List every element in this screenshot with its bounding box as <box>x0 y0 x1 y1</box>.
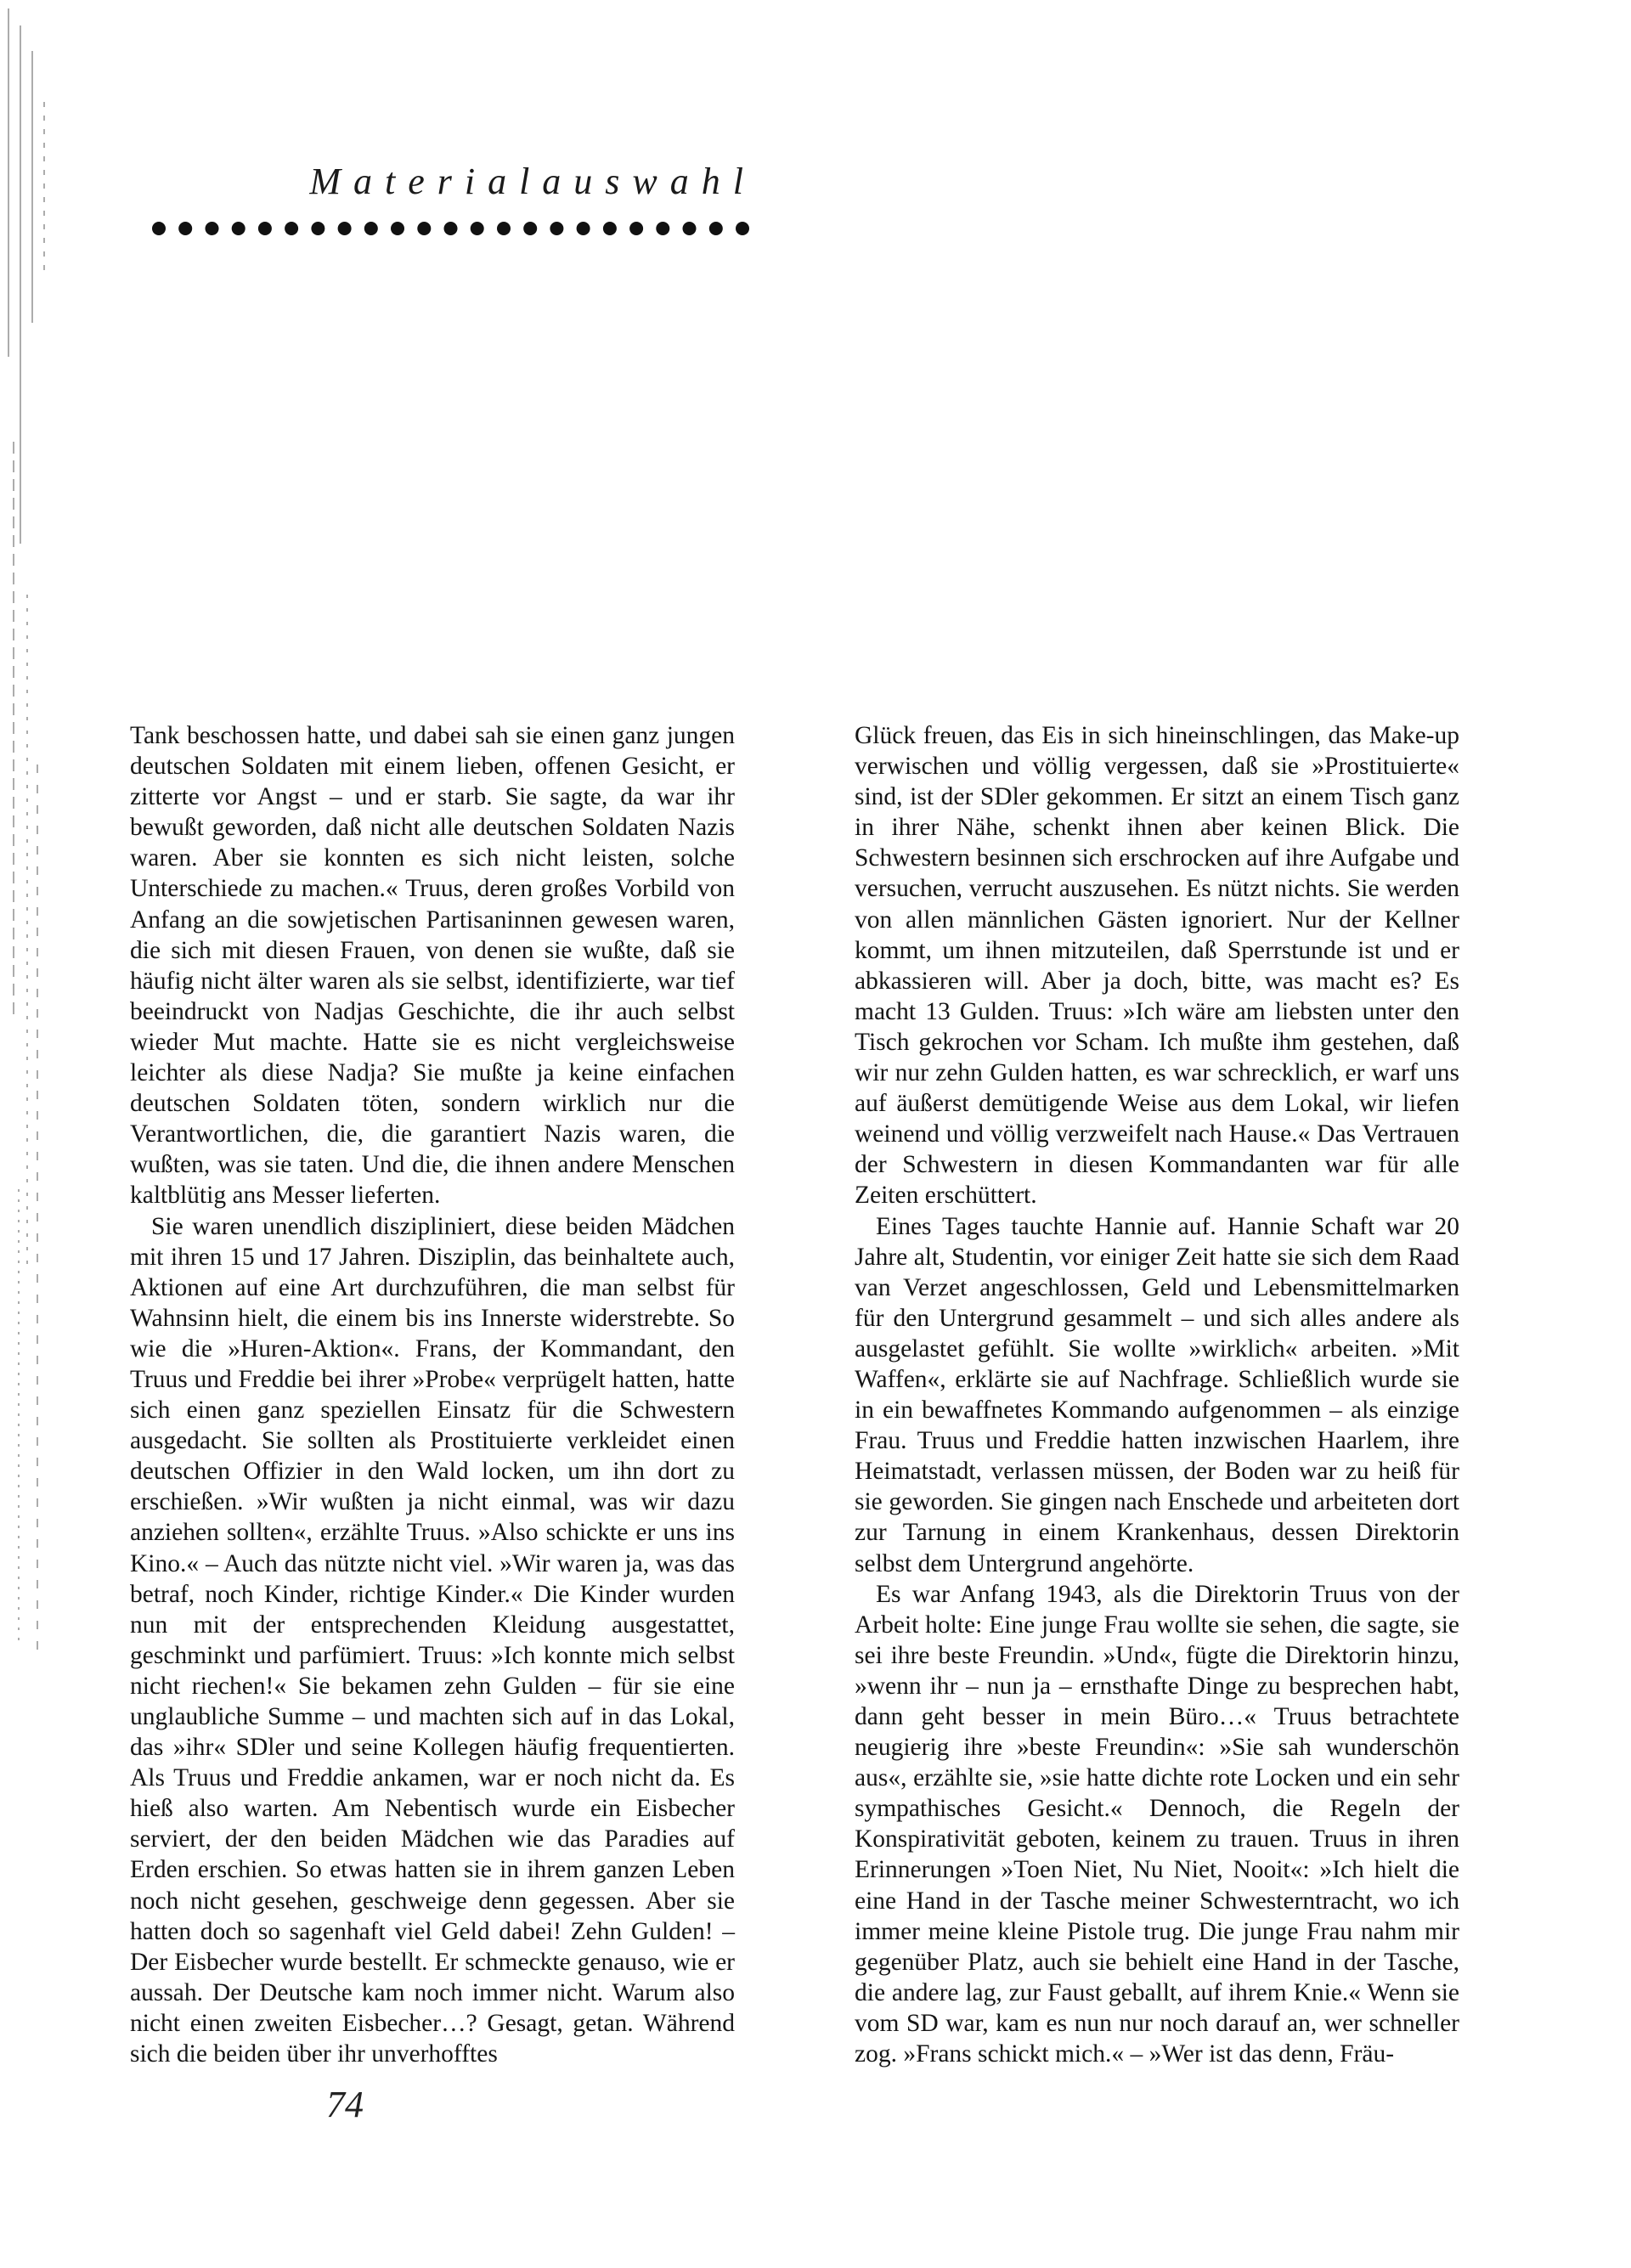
ornament-dot <box>736 222 749 235</box>
ornament-dot <box>523 222 537 235</box>
page-number: 74 <box>326 2084 364 2125</box>
ornament-dot <box>709 222 723 235</box>
paragraph: Es war Anfang 1943, als die Direktorin Truus von der Arbeit holte: Eine junge Frau wollte sie sehen, die sagte, sie sei ihre beste Freundin. »Und«, fügte die Direktorin hinzu, »wenn ihr – nun ja – ernsthafte Dinge zu besprechen habt, dann geht besser in mein Büro…« Truus betrachtete neugierig ihre »beste Freundin«: »Sie sah wunderschön aus«, erzählte sie, »sie hatte dichte rote Locken und ein sehr sympathisches Gesicht.« Dennoch, die Regeln der Konspirativität geboten, keinem zu trauen. Truus in ihren Erinnerungen »Toen Niet, Nu Niet, Nooit«: »Ich hielt die eine Hand in der Tasche meiner Schwesterntracht, wo ich immer meine kleine Pistole trug. Die junge Frau nahm mir gegenüber Platz, auch sie behielt eine Hand in der Tasche, die andere lag, zur Faust geballt, auf ihrem Knie.« Wenn sie vom SD war, kam es nun nur noch darauf an, wer schneller zog. »Frans schickt mich.« – »Wer ist das denn, Fräu- <box>855 1580 1459 2068</box>
ornament-dot <box>683 222 697 235</box>
paragraph: Sie waren unendlich diszipliniert, diese beiden Mädchen mit ihren 15 und 17 Jahren. Disziplin, das beinhaltete auch, Aktionen auf eine Art durchzuführen, die man selbst für Wahnsinn hielt, die einem bis ins Innerste widerstrebte. So wie die »Huren-Aktion«. Frans, der Kommandant, den Truus und Freddie bei ihrer »Probe« verprügelt hatten, hatte sich einen ganz speziellen Einsatz für die Schwestern ausgedacht. Sie sollten als Prostituierte verkleidet einen deutschen Offizier in den Wald locken, um ihn dort zu erschießen. »Wir wußten ja nicht einmal, was wir dazu anziehen sollten«, erzählte Truus. »Also schickte er uns ins Kino.« – Auch das nützte nicht viel. »Wir waren ja, was das betraf, noch Kinder, richtige Kinder.« Die Kinder wurden nun mit der entsprechenden Kleidung ausgestattet, geschminkt und parfümiert. Truus: »Ich konnte mich selbst nicht riechen!« Sie bekamen zehn Gulden – für sie eine unglaubliche Summe – und machten sich auf in das Lokal, das »ihr« SDler und seine Kollegen häufig frequentierten. Als Truus und Freddie ankamen, war er noch nicht da. Es hieß also warten. Am Nebentisch wurde ein Eisbecher serviert, der den beiden Mädchen wie das Paradies auf Erden erschien. So etwas hatten sie in ihrem ganzen Leben noch nicht gesehen, geschweige denn gegessen. Aber sie hatten doch so sagenhaft viel Geld dabei! Zehn Gulden! – Der Eisbecher wurde bestellt. Er schmeckte genauso, wie er aussah. Der Deutsche kam noch immer nicht. Warum also nicht einen zweiten Eisbecher…? Gesagt, getan. Während sich die beiden über ihr unverhofftes <box>130 1212 735 2068</box>
ornament-dot <box>232 222 245 235</box>
ornament-dot <box>178 222 192 235</box>
ornament-dot <box>417 222 431 235</box>
ornament-dot <box>577 222 590 235</box>
scan-margin-marks <box>3 0 63 1665</box>
ornament-dot <box>364 222 378 235</box>
paragraph: Eines Tages tauchte Hannie auf. Hannie Schaft war 20 Jahre alt, Studentin, vor einiger Zeit hatte sie sich dem Raad van Verzet angeschlossen, Geld und Lebensmittelmarken für den Untergrund gesammelt – und sich alles andere als ausgelastet gefühlt. Sie wollte »wirklich« arbeiten. »Mit Waffen«, erklärte sie auf Nachfrage. Schließlich wurde sie in ein bewaffnetes Kommando aufgenommen – als einzige Frau. Truus und Freddie hatten inzwischen Haarlem, ihre Heimatstadt, verlassen müssen, der Boden war zu heiß für sie geworden. Sie gingen nach Enschede und arbeiteten dort zur Tarnung in einem Krankenhaus, dessen Direktorin selbst dem Untergrund angehörte. <box>855 1212 1459 1577</box>
ornament-dot <box>444 222 458 235</box>
ornament-dot <box>471 222 484 235</box>
ornament-dot <box>550 222 563 235</box>
text-column-left <box>130 720 735 2069</box>
ornament-dot <box>629 222 643 235</box>
paragraph: Tank beschossen hatte, und dabei sah sie einen ganz jungen deutschen Soldaten mit einem lieben, offenen Gesicht, er zitterte vor Angst – und er starb. Sie sagte, da war ihr bewußt geworden, daß nicht alle deutschen Soldaten Nazis waren. Aber sie konnten es sich nicht leisten, solche Unterschiede zu machen.« Truus, deren großes Vorbild von Anfang an die sowjetischen Partisaninnen gewesen waren, die sich mit diesen Frauen, von denen sie wußte, daß sie häufig nicht älter waren als sie selbst, identifizierte, war tief beeindruckt von Nadjas Geschichte, die ihr auch selbst wieder Mut machte. Hatte sie es nicht vergleichsweise leichter als diese Nadja? Sie mußte ja keine einfachen deutschen Soldaten töten, sondern wirklich nur die Verantwortlichen, die, die garantiert Nazis waren, die wußten, was sie taten. Und die, die ihnen andere Menschen kaltblütig ans Messer lieferten. <box>130 722 735 1210</box>
ornament-dot <box>206 222 219 235</box>
ornament-dot <box>311 222 325 235</box>
ornament-dot <box>656 222 669 235</box>
section-title: Materialauswahl <box>309 161 756 202</box>
paragraph: Glück freuen, das Eis in sich hineinschlingen, das Make-up verwischen und völlig vergessen, daß sie »Prostituierte« sind, ist der SDler gekommen. Er sitzt an einem Tisch ganz in ihrer Nähe, schenkt ihnen aber keinen Blick. Die Schwestern besinnen sich erschrocken auf ihre Aufgabe und versuchen, verrucht auszusehen. Es nützt nichts. Sie werden von allen männlichen Gästen ignoriert. Nur der Kellner kommt, um ihnen mitzuteilen, daß Sperrstunde ist und er abkassieren will. Aber ja doch, bitte, was macht es? Es macht 13 Gulden. Truus: »Ich wäre am liebsten unter den Tisch gekrochen vor Scham. Ich mußte ihm gestehen, daß wir nur zehn Gulden hatten, es war schrecklich, er warf uns auf äußerst demütigende Weise aus dem Lokal, wir liefen weinend und völlig verzweifelt nach Hause.« Das Vertrauen der Schwestern in diesen Kommandanten war für alle Zeiten erschüttert. <box>855 722 1459 1210</box>
ornament-dot <box>391 222 404 235</box>
ornament-dot <box>285 222 298 235</box>
ornament-dot <box>497 222 511 235</box>
ornament-dot <box>338 222 352 235</box>
ornament-dot <box>258 222 272 235</box>
ornament-dot <box>152 222 166 235</box>
text-column-right <box>855 720 1459 2069</box>
ornamental-dot-row <box>150 216 751 241</box>
ornament-dot <box>603 222 617 235</box>
